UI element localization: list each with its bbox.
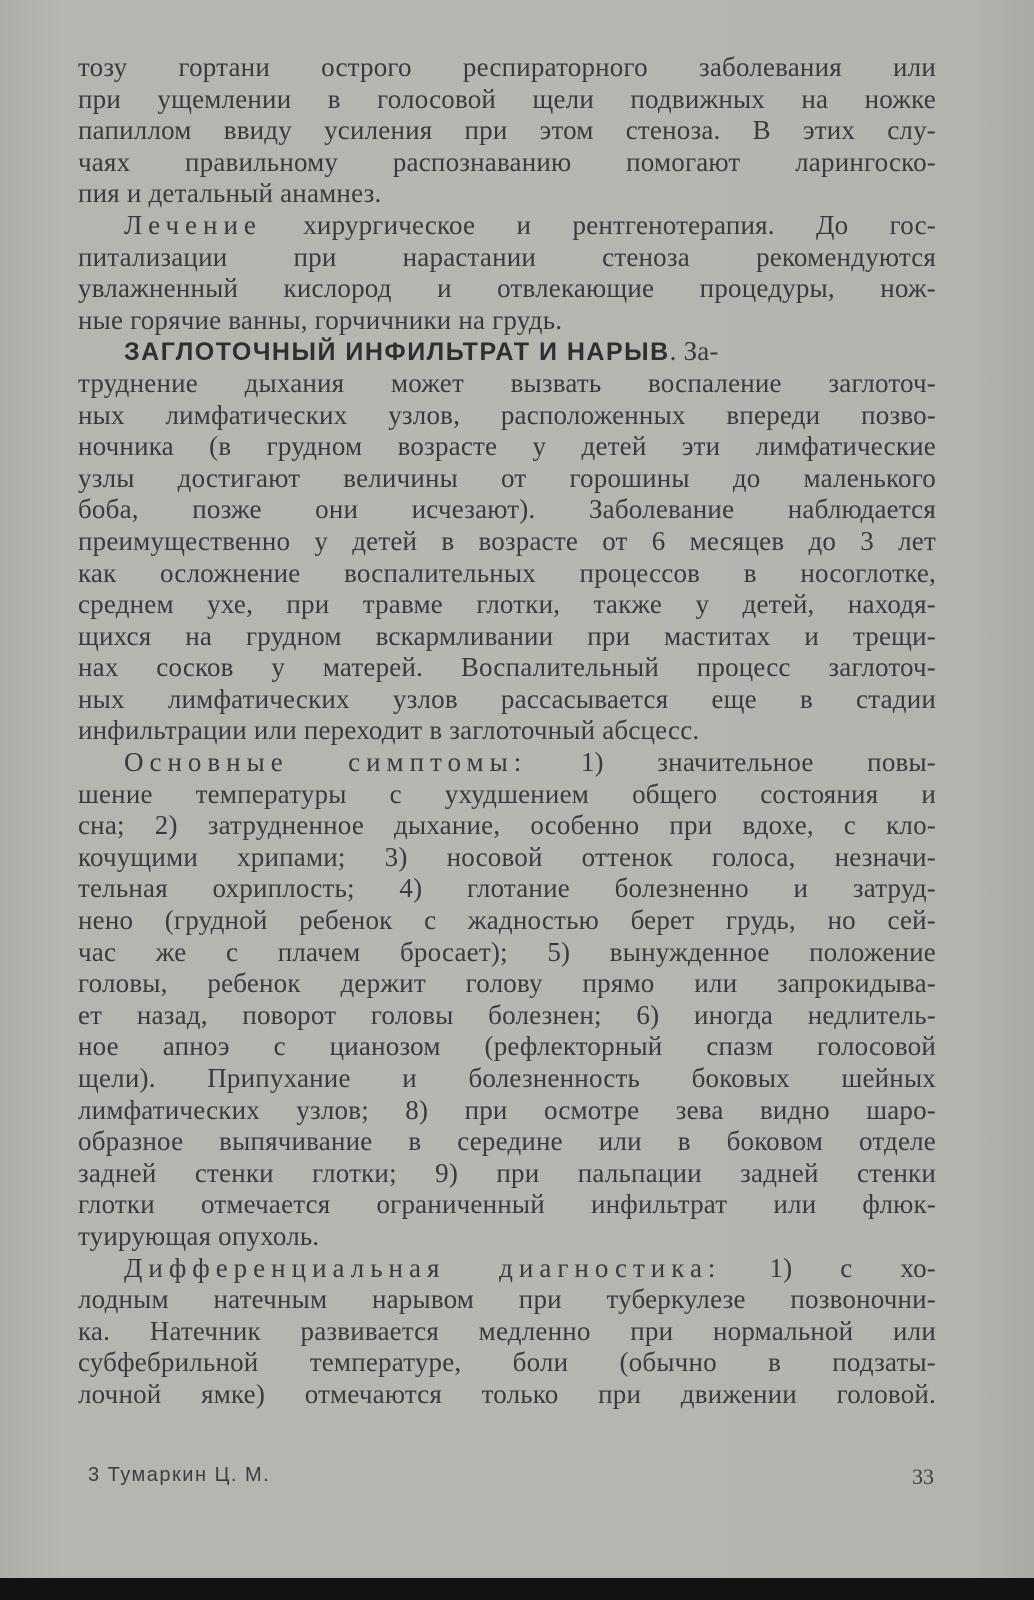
text-line: щихся на грудном вскармливании при маститах и трещи- [78, 620, 936, 651]
differential-term: Дифференциальная диагностика: [124, 1252, 722, 1283]
text-line: узлы достигают величины от горошины до маленького [78, 462, 936, 493]
text-line: 1) значительное повы- [580, 747, 936, 778]
text-line: нено (грудной ребенок с жадностью берет грудь, но сей- [78, 905, 936, 936]
text-line: сна; 2) затрудненное дыхание, особенно при вдохе, с кло- [78, 810, 936, 841]
page-number: 33 [912, 1464, 934, 1489]
text-line: ка. Натечник развивается медленно при нормальной или [78, 1315, 936, 1346]
text-line: субфебрильной температуре, боли (обычно в подзаты- [78, 1347, 936, 1378]
page-footer [88, 1464, 934, 1494]
text-line: пия и детальный анамнез. [78, 178, 382, 209]
scan-bottom-edge [0, 1578, 1034, 1600]
symptoms-first-line [78, 747, 936, 779]
symptoms-term: Основные симптомы: [124, 747, 528, 778]
text-line: ных лимфатических узлов рассасывается еще в стадии [78, 683, 936, 714]
text-line: туирующая опухоль. [78, 1220, 320, 1251]
text-line: среднем ухе, при травме глотки, также у детей, находя- [78, 589, 936, 620]
printer-signature: 3 Тумаркин Ц. М. [88, 1464, 271, 1486]
text-line: как осложнение воспалительных процессов в носоглотке, [78, 557, 936, 588]
text-line: задней стенки глотки; 9) при пальпации задней стенки [78, 1157, 936, 1188]
text-line: преимущественно у детей в возрасте от 6 месяцев до 3 лет [78, 525, 936, 556]
text-line: кочущими хрипами; 3) носовой оттенок голоса, незначи- [78, 841, 936, 872]
text-line: при ущемлении в голосовой щели подвижных на ножке [78, 83, 936, 114]
text-line: шение температуры с ухудшением общего состояния и [78, 778, 936, 809]
section-heading: ЗАГЛОТОЧНЫЙ ИНФИЛЬТРАТ И НАРЫВ [124, 338, 670, 367]
text-line: тозу гортани острого респираторного заболевания или [78, 52, 936, 82]
text-line: головы, ребенок держит голову прямо или запрокидыва- [78, 968, 936, 999]
text-line: лодным натечным нарывом при туберкулезе позвоночни- [78, 1284, 936, 1315]
text-line: инфильтрации или переходит в заглоточный абсцесс. [78, 715, 700, 746]
text-line: час же с плачем бросает); 5) вынужденное положение [78, 936, 936, 967]
text-line: щели). Припухание и болезненность боковых шейных [78, 1063, 936, 1093]
text-line: ночника (в грудном возрасте у детей эти лимфатические [78, 431, 936, 462]
text-line: боба, позже они исчезают). Заболевание наблюдается [78, 494, 936, 525]
text-line: питализации при нарастании стеноза рекомендуются [78, 241, 936, 272]
text-line: ные горячие ванны, горчичники на грудь. [78, 304, 563, 335]
body-text [78, 52, 936, 1411]
text-line: увлажненный кислород и отвлекающие процедуры, нож- [78, 273, 936, 304]
text-line: папиллом ввиду усиления при этом стеноза. В этих слу- [78, 115, 936, 146]
heading-tail: . За- [669, 336, 719, 367]
text-line: глотки отмечается ограниченный инфильтрат или флюк- [78, 1189, 936, 1220]
treatment-first-line [78, 210, 936, 242]
section-heading-line [78, 336, 936, 368]
text-line: лимфатических узлов; 8) при осмотре зева видно шаро- [78, 1094, 936, 1125]
text-line: труднение дыхания может вызвать воспаление заглоточ- [78, 367, 936, 398]
text-line: тельная охриплость; 4) глотание болезненно и затруд- [78, 873, 936, 904]
text-line: ет назад, поворот головы болезнен; 6) иногда недлитель- [78, 999, 936, 1030]
text-line: нах сосков у матерей. Воспалительный процесс заглоточ- [78, 652, 936, 683]
text-line: чаях правильному распознаванию помогают ларингоско- [78, 146, 936, 177]
treatment-term: Лечение [124, 209, 262, 240]
text-line: лочной ямке) отмечаются только при движении головой. [78, 1378, 936, 1409]
text-line: образное выпячивание в середине или в боковом отделе [78, 1126, 936, 1157]
text-line: ное апноэ с цианозом (рефлекторный спазм голосовой [78, 1031, 936, 1062]
text-line: хирургическое и рентгенотерапия. До гос- [303, 209, 936, 240]
differential-first-line [78, 1253, 936, 1285]
text-line: ных лимфатических узлов, расположенных впереди позво- [78, 399, 936, 430]
text-line: 1) с хо- [769, 1252, 936, 1283]
